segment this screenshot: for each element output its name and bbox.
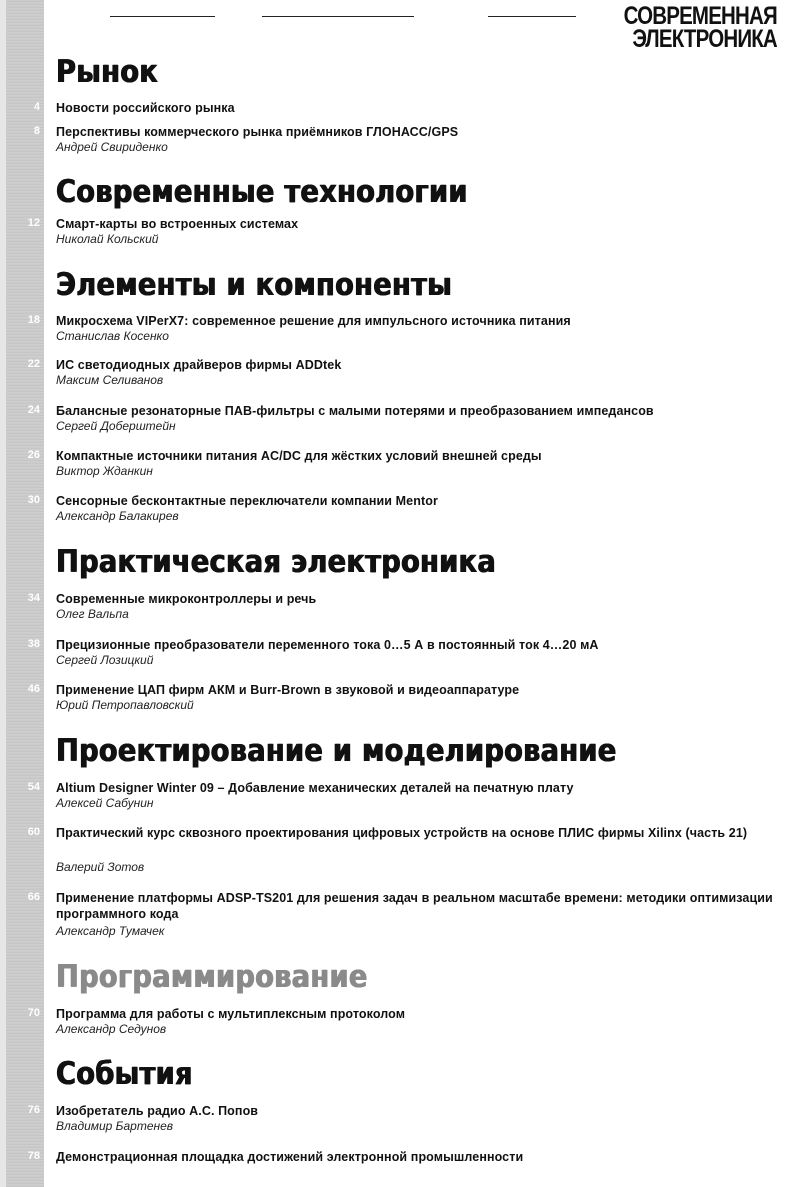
article-author: Сергей Лозицкий — [56, 653, 154, 667]
article-title: Сенсорные бесконтактные переключатели компании Mentor — [56, 494, 438, 508]
section-title-technologies: Современные технологии — [56, 174, 468, 210]
section-title-programming: Программирование — [56, 959, 368, 995]
top-rule-3 — [488, 16, 576, 17]
section-title-events: События — [56, 1056, 193, 1092]
section-title-design-modeling: Проектирование и моделирование — [56, 733, 617, 769]
article-author: Владимир Бартенев — [56, 1119, 174, 1133]
article-author: Максим Селиванов — [56, 373, 164, 387]
article-title: Перспективы коммерческого рынка приёмников ГЛОНАСС/GPS — [56, 125, 459, 139]
article-title: Новости российского рынка — [56, 101, 235, 115]
page-number: 22 — [27, 358, 40, 370]
section-title-practical-electronics: Практическая электроника — [56, 544, 497, 580]
page-number: 70 — [27, 1007, 40, 1019]
article-author: Виктор Жданкин — [56, 464, 153, 478]
page-number: 66 — [27, 891, 40, 903]
top-rule-1 — [110, 16, 215, 17]
page-number: 24 — [27, 404, 40, 416]
article-author: Олег Вальпа — [56, 607, 129, 621]
article-title: ИС светодиодных драйверов фирмы ADDtek — [56, 358, 342, 372]
article-author: Сергей Доберштейн — [56, 419, 176, 433]
article-author: Андрей Свириденко — [56, 140, 168, 154]
page-number: 76 — [27, 1104, 40, 1116]
section-title-components: Элементы и компоненты — [56, 267, 453, 303]
article-author: Николай Кольский — [56, 232, 159, 246]
article-author: Александр Седунов — [56, 1022, 167, 1036]
article-author: Валерий Зотов — [56, 860, 145, 874]
article-author: Алексей Сабунин — [56, 796, 154, 810]
top-rule-2 — [262, 16, 414, 17]
page-number: 4 — [33, 101, 40, 113]
article-title: Прецизионные преобразователи переменного тока 0…5 А в постоянный ток 4…20 мА — [56, 638, 599, 652]
article-title: Применение платформы ADSP-TS201 для решения задач в реальном масштабе времени: методики оптимизации программного кода — [56, 891, 773, 921]
article-title: Программа для работы с мультиплексным протоколом — [56, 1007, 406, 1021]
page-number: 38 — [27, 638, 40, 650]
article-title: Современные микроконтроллеры и речь — [56, 592, 317, 606]
page-number: 12 — [27, 217, 40, 229]
article-author: Станислав Косенко — [56, 329, 169, 343]
logo-line-1: СОВРЕМЕННАЯ — [623, 2, 777, 30]
section-title-market: Рынок — [56, 54, 159, 90]
article-title: Изобретатель радио А.С. Попов — [56, 1104, 259, 1118]
page-margin-edge — [0, 0, 6, 1187]
article-title: Смарт-карты во встроенных системах — [56, 217, 299, 231]
article-author: Юрий Петропавловский — [56, 698, 194, 712]
page-number: 34 — [27, 592, 40, 604]
article-title: Балансные резонаторные ПАВ-фильтры с малыми потерями и преобразованием импедансов — [56, 404, 654, 418]
page-number: 54 — [27, 781, 40, 793]
magazine-logo — [590, 2, 777, 53]
article-title: Компактные источники питания AC/DC для жёстких условий внешней среды — [56, 449, 542, 463]
page-number: 30 — [27, 494, 40, 506]
page-number: 26 — [27, 449, 40, 461]
article-author: Александр Тумачек — [56, 924, 165, 938]
page-number: 78 — [27, 1150, 40, 1162]
article-title: Altium Designer Winter 09 – Добавление механических деталей на печатную плату — [56, 781, 574, 795]
article-title: Микросхема VIPerX7: современное решение для импульсного источника питания — [56, 314, 571, 328]
article-title: Применение ЦАП фирм АКМ и Burr-Brown в звуковой и видеоаппаратуре — [56, 683, 520, 697]
page-number: 8 — [33, 125, 40, 137]
page-number: 60 — [27, 826, 40, 838]
logo-line-2: ЭЛЕКТРОНИКА — [632, 25, 777, 53]
page-number: 18 — [27, 314, 40, 326]
article-author: Александр Балакирев — [56, 509, 179, 523]
article-title: Практический курс сквозного проектирования цифровых устройств на основе ПЛИС фирмы Xilinx (часть 21) — [56, 826, 748, 840]
page-number: 46 — [27, 683, 40, 695]
article-title: Демонстрационная площадка достижений электронной промышленности — [56, 1150, 524, 1164]
